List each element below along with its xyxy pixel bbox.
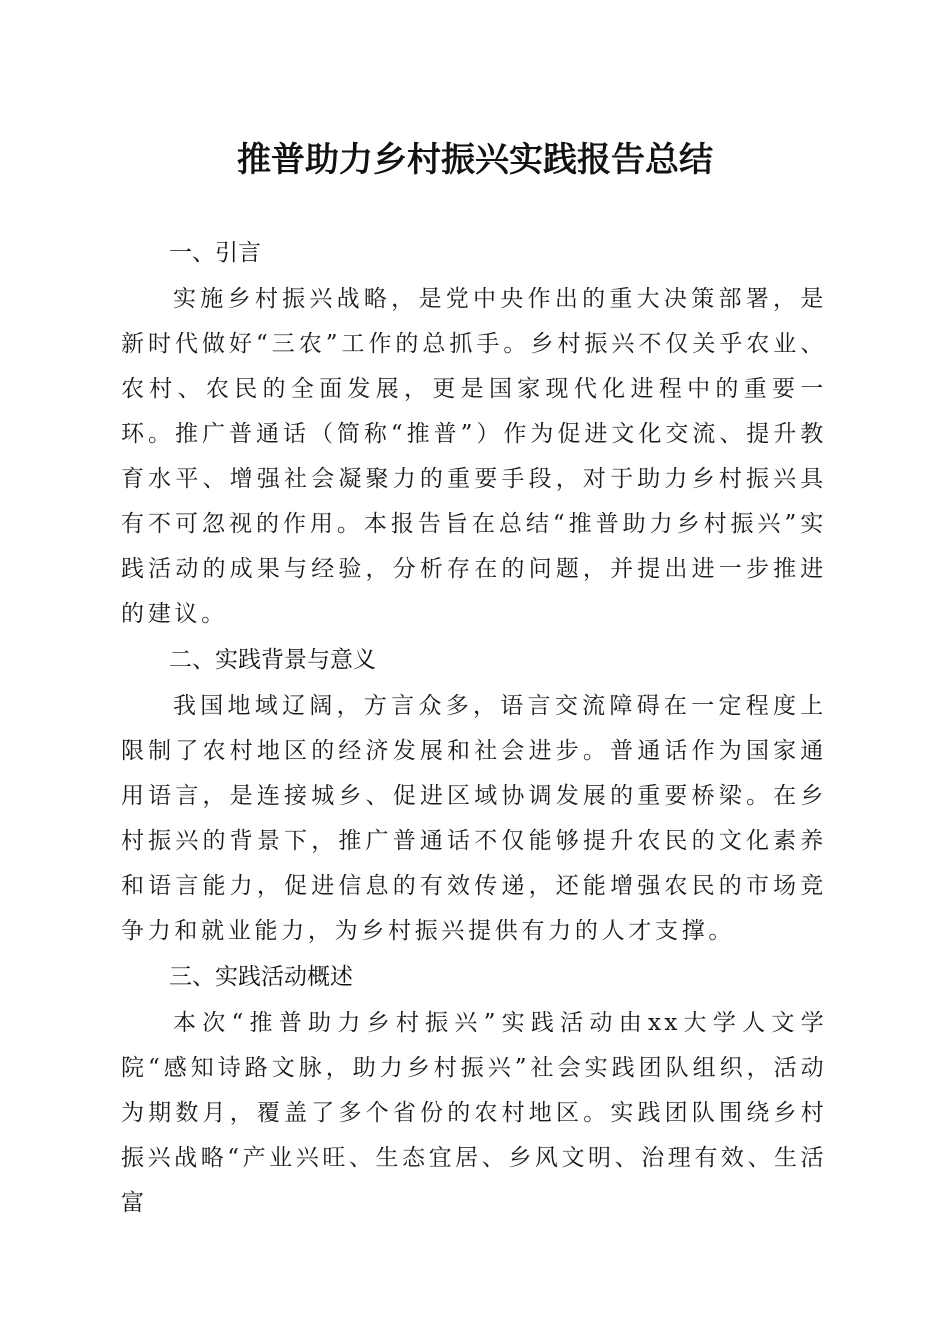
section-paragraph-activity-overview: 本次“推普助力乡村振兴”实践活动由xx大学人文学院“感知诗路文脉，助力乡村振兴”社会实践团队组织，活动为期数月，覆盖了多个省份的农村地区。实践团队围绕乡村振兴战略“产业兴旺、生态宜居、乡风文明、治理有效、生活富 — [121, 1010, 827, 1216]
section-heading-activity-overview: 三、实践活动概述 — [169, 964, 353, 990]
section-paragraph-background: 我国地域辽阔，方言众多，语言交流障碍在一定程度上限制了农村地区的经济发展和社会进步。普通话作为国家通用语言，是连接城乡、促进区域协调发展的重要桥梁。在乡村振兴的背景下，推广普通话不仅能够提升农民的文化素养和语言能力，促进信息的有效传递，还能增强农民的市场竞争力和就业能力，为乡村振兴提供有力的人才支撑。 — [121, 693, 827, 944]
section-paragraph-introduction: 实施乡村振兴战略，是党中央作出的重大决策部署，是新时代做好“三农”工作的总抓手。乡村振兴不仅关乎农业、农村、农民的全面发展，更是国家现代化进程中的重要一环。推广普通话（简称“推普”）作为促进文化交流、提升教育水平、增强社会凝聚力的重要手段，对于助力乡村振兴具有不可忽视的作用。本报告旨在总结“推普助力乡村振兴”实践活动的成果与经验，分析存在的问题，并提出进一步推进的建议。 — [121, 286, 827, 627]
section-heading-introduction: 一、引言 — [169, 240, 261, 266]
document-title: 推普助力乡村振兴实践报告总结 — [237, 140, 713, 180]
document-body — [121, 233, 827, 1216]
section-heading-background: 二、实践背景与意义 — [169, 647, 376, 673]
